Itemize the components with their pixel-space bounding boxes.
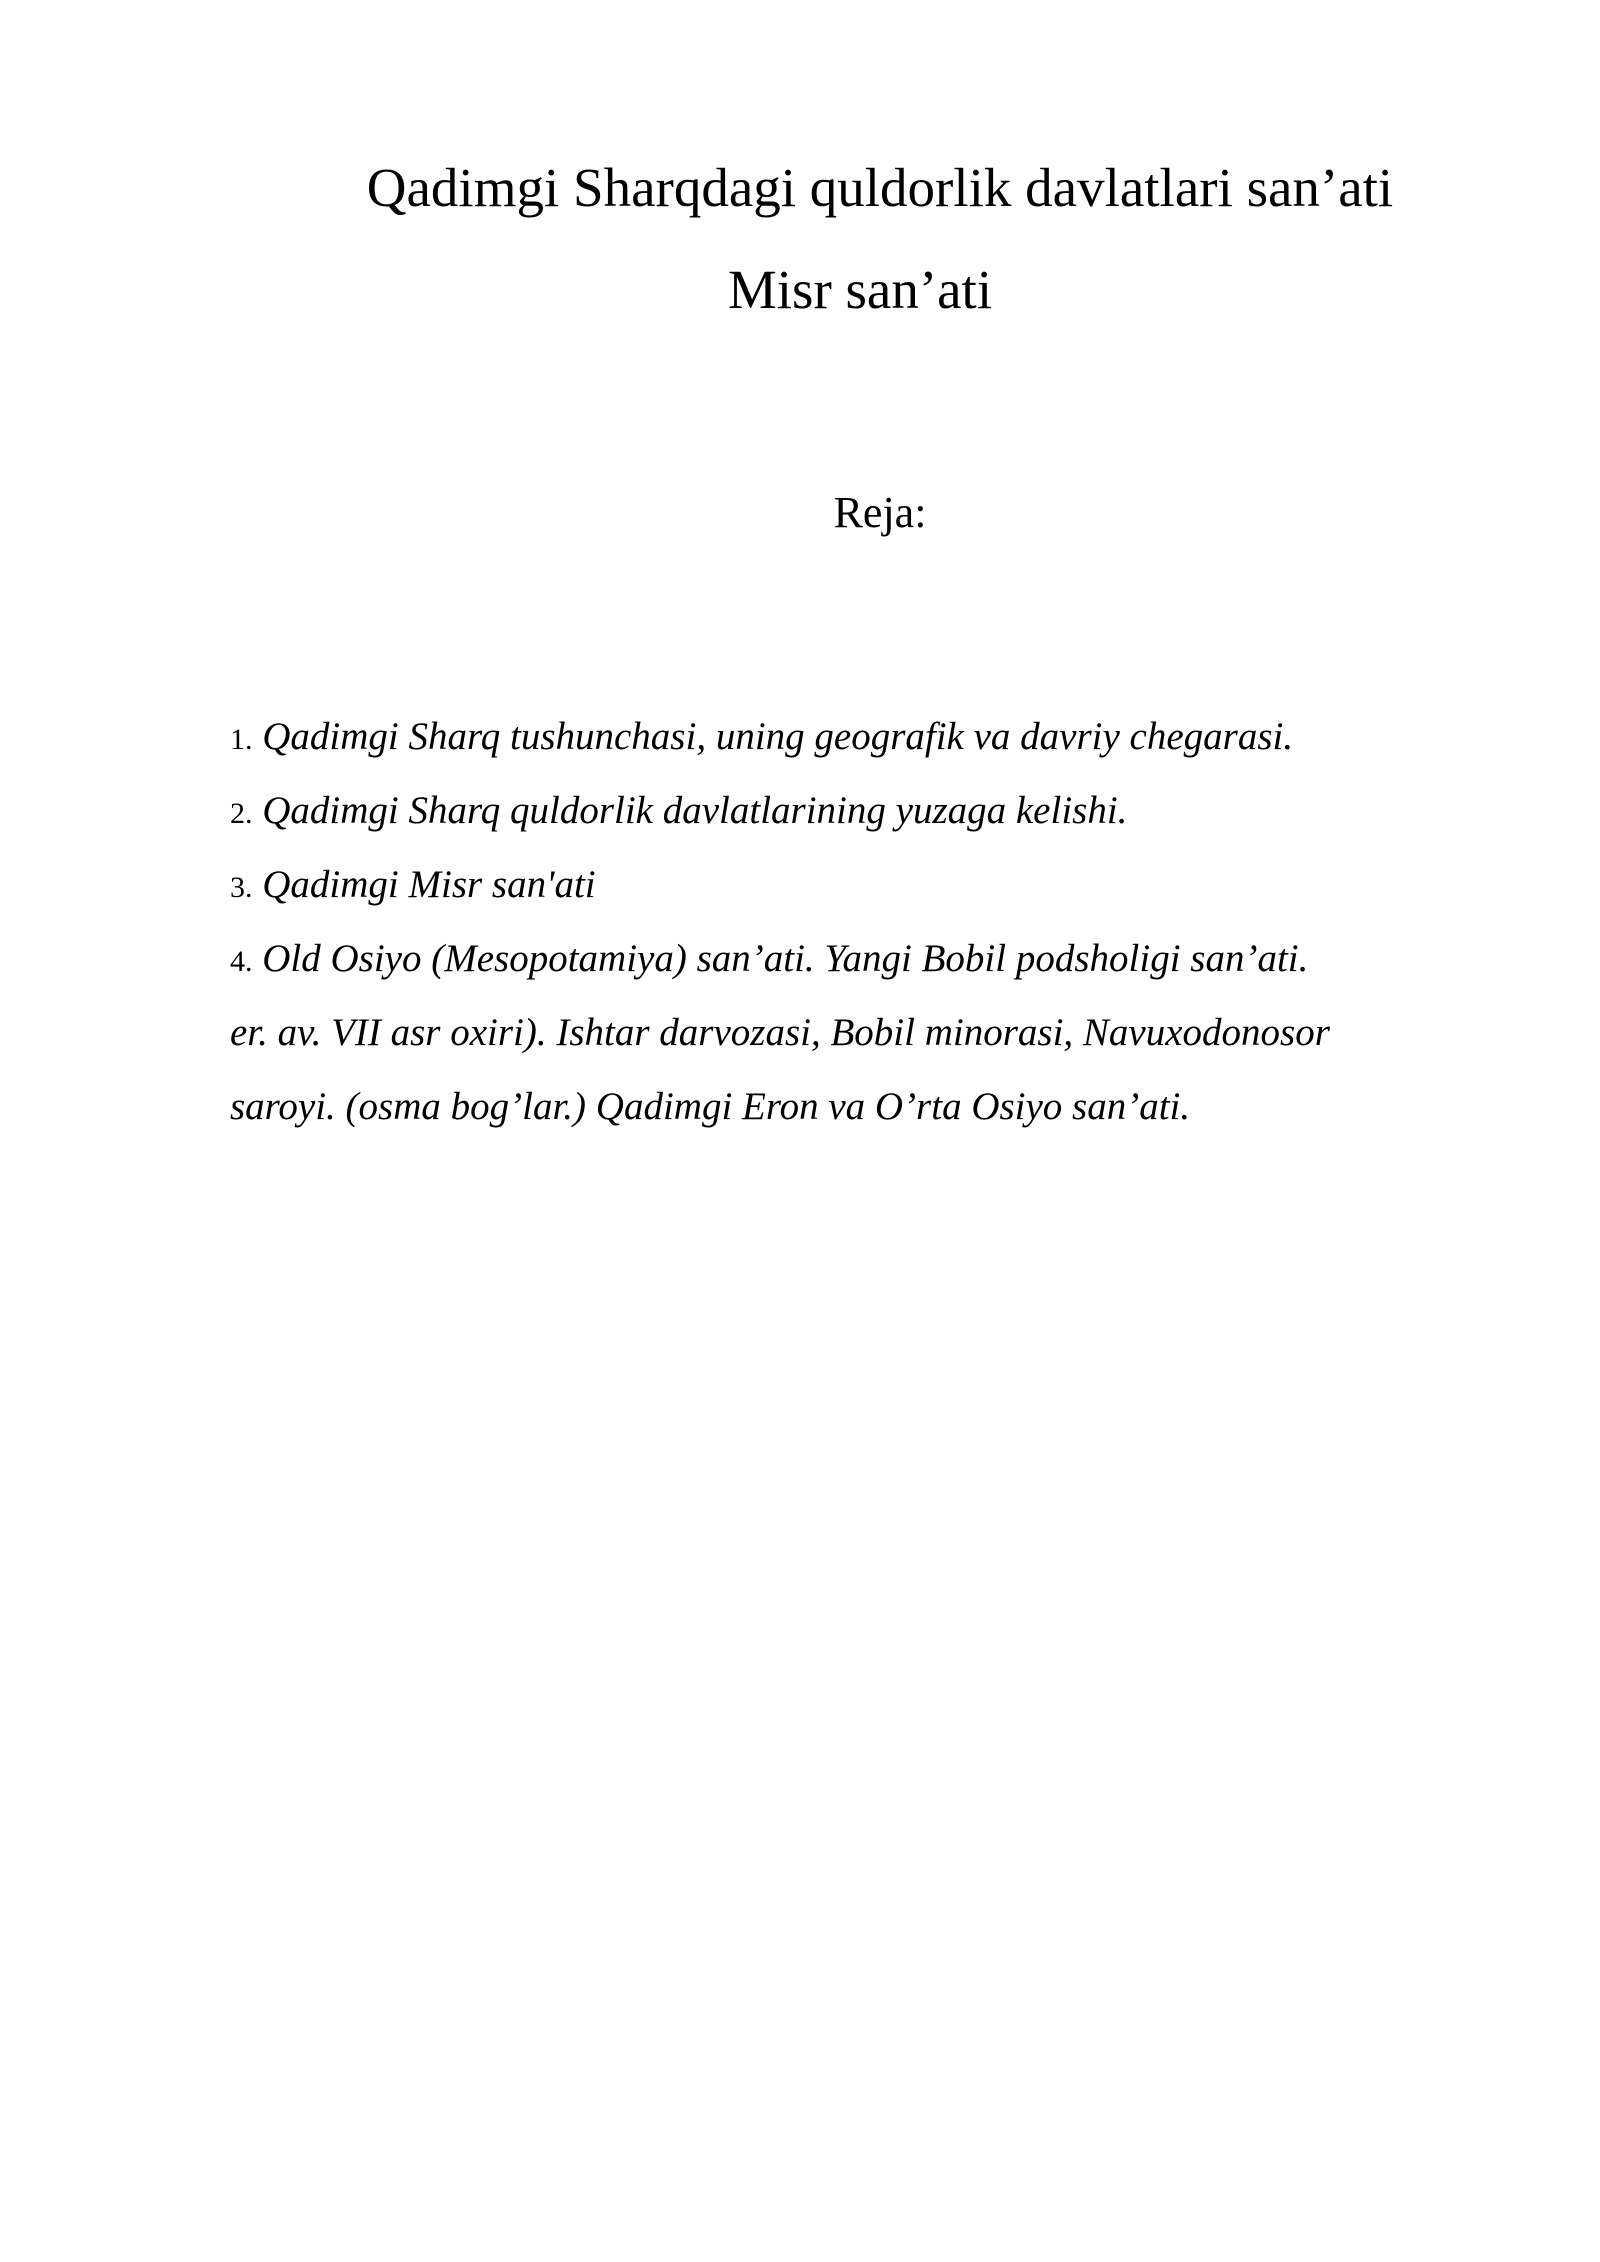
document-title: Qadimgi Sharqdagi quldorlik davlatlari san’ati [366,157,1394,218]
plan-item [230,774,1480,848]
plan-heading: Reja: [833,488,927,537]
plan-item-text: Qadimgi Sharq tushunchasi, uning geografik va davriy chegarasi. [262,715,1294,758]
plan-item-continuation [230,1070,1480,1144]
plan-item-number: 4. [230,945,253,978]
plan-item-continuation [230,996,1480,1070]
plan-item [230,700,1480,774]
plan-list [230,700,1480,1144]
document-subtitle: Misr san’ati [727,259,993,320]
plan-item-text: Qadimgi Sharq quldorlik davlatlarining yuzaga kelishi. [262,789,1128,832]
plan-item [230,848,1480,922]
plan-item-text: Qadimgi Misr san'ati [262,863,596,906]
plan-item-number: 1. [230,723,253,756]
plan-item-text: Old Osiyo (Mesopotamiya) san’ati. Yangi Bobil podsholigi san’ati. [262,937,1309,980]
plan-item-number: 2. [230,797,253,830]
plan-item-text: saroyi. (osma bog’lar.) Qadimgi Eron va O’rta Osiyo san’ati. [230,1085,1191,1128]
plan-item [230,922,1480,996]
plan-item-number: 3. [230,871,253,904]
plan-item-text: er. av. VII asr oxiri). Ishtar darvozasi, Bobil minorasi, Navuxodonosor [230,1011,1330,1054]
